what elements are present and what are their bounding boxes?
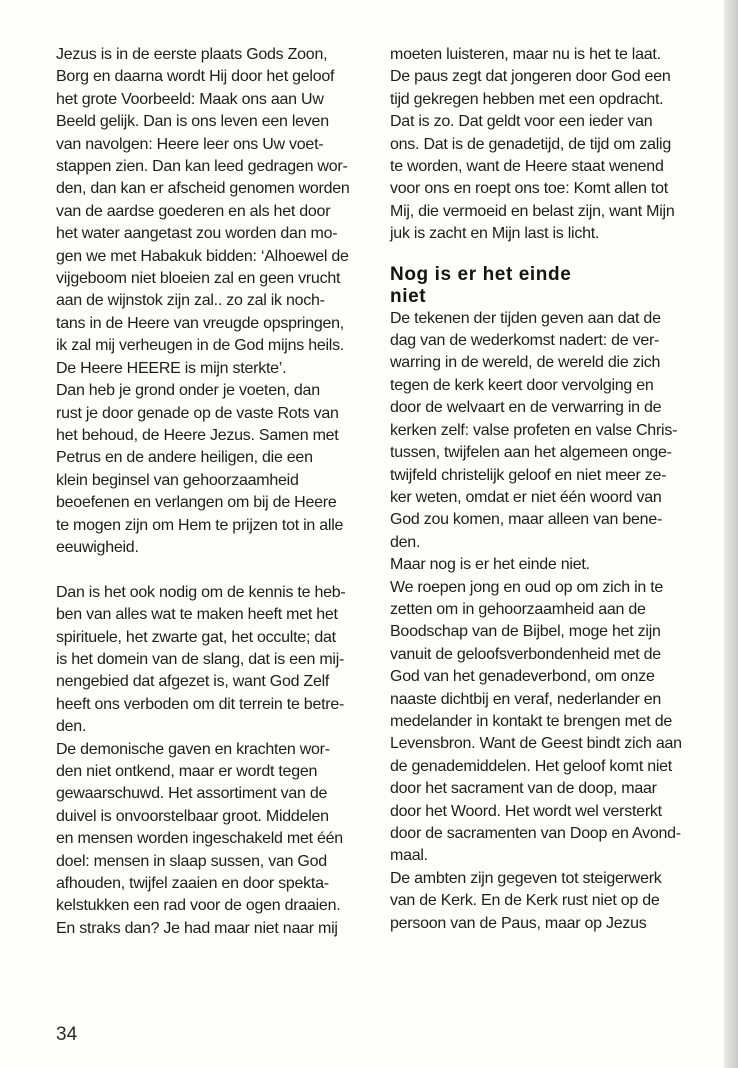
text-line: duivel is onvoorstelbaar groot. Middelen: [56, 807, 329, 825]
text-line: God van het genadeverbond, om onze: [390, 668, 655, 686]
text-line: voor ons en roept ons toe: Komt allen tot: [390, 180, 668, 198]
text-line: medelander in kontakt te brengen met de: [390, 712, 672, 730]
text-line: stappen zien. Dan kan leed gedragen wor-: [56, 158, 348, 176]
text-line: beoefenen en verlangen om bij de Heere: [56, 494, 337, 512]
right-paragraph-2: [390, 308, 708, 554]
left-paragraph-2: [56, 380, 366, 559]
text-line: De demonische gaven en krachten wor-: [56, 740, 330, 758]
text-line: heeft ons verboden om dit terrein te betre-: [56, 695, 345, 713]
text-line: rust je door genade op de vaste Rots van: [56, 404, 339, 422]
text-line: den, dan kan er afscheid genomen worden: [56, 180, 350, 198]
text-line: te mogen zijn om Hem te prijzen tot in alle: [56, 516, 344, 534]
text-line: Boodschap van de Bijbel, moge het zijn: [390, 623, 661, 641]
heading-line: niet: [390, 285, 427, 307]
text-line: van de Kerk. En de Kerk rust niet op de: [390, 892, 660, 910]
page-number: 34: [56, 1024, 78, 1045]
left-paragraph-1: [56, 44, 366, 380]
text-line: tijd gekregen hebben met een opdracht.: [390, 90, 664, 108]
text-line: door de sacramenten van Doop en Avond-: [390, 825, 681, 842]
heading-gap: [390, 246, 708, 264]
text-line: ker weten, omdat er niet één woord van: [390, 488, 662, 506]
text-line: Maar nog is er het einde niet.: [390, 556, 590, 574]
text-line: De Heere HEERE is mijn sterkte’.: [56, 359, 287, 377]
text-line: naaste dichtbij en veraf, nederlander en: [390, 690, 662, 708]
text-line: kelstukken een rad voor de ogen draaien.: [56, 897, 341, 915]
text-line: het grote Voorbeeld: Maak ons aan Uw: [56, 90, 324, 108]
text-line: te worden, want de Heere staat wenend: [390, 158, 664, 176]
text-line: dag van de wederkomst nadert: de ver-: [390, 332, 660, 350]
text-line: en mensen worden ingeschakeld met één: [56, 830, 343, 848]
text-line: den niet ontkend, maar er wordt tegen: [56, 762, 318, 780]
text-line: nengebied dat afgezet is, want God Zelf: [56, 673, 330, 691]
heading-line: Nog is er het einde: [390, 263, 572, 285]
text-line: Levensbron. Want de Geest bindt zich aan: [390, 735, 682, 753]
text-line: ben van alles wat te maken heeft met het: [56, 606, 338, 624]
text-line: tussen, twijfelen aan het algemeen onge-: [390, 444, 672, 462]
text-line: vijgeboom niet bloeien zal en geen vrucht: [56, 270, 341, 288]
text-line: het behoud, de Heere Jezus. Samen met: [56, 426, 339, 444]
text-line: De tekenen der tijden geven aan dat de: [390, 309, 661, 327]
text-line: kerken zelf: valse profeten en valse Chris-: [390, 421, 678, 439]
text-line: de genademiddelen. Het geloof komt niet: [390, 757, 672, 775]
right-paragraph-5: [390, 868, 708, 935]
text-line: De paus zegt dat jongeren door God een: [390, 68, 671, 86]
text-line: maal.: [390, 847, 428, 865]
text-line: persoon van de Paus, maar op Jezus: [390, 914, 647, 932]
left-paragraph-4: [56, 739, 366, 941]
text-line: spirituele, het zwarte gat, het occulte; dat: [56, 628, 336, 646]
text-line: Dan heb je grond onder je voeten, dan: [56, 382, 320, 400]
text-line: gewaarschuwd. Het assortiment van de: [56, 785, 328, 803]
text-line: doel: mensen in slaap sussen, van God: [56, 852, 327, 870]
text-line: Petrus en de andere heiligen, die een: [56, 449, 313, 467]
text-line: Dan is het ook nodig om de kennis te heb-: [56, 583, 346, 601]
text-line: afhouden, twijfel zaaien en door spekta-: [56, 875, 329, 893]
right-paragraph-4: [390, 577, 708, 868]
text-line: tegen de kerk keert door vervolging en: [390, 376, 654, 394]
text-line: Jezus is in de eerste plaats Gods Zoon,: [56, 46, 328, 63]
text-line: door de welvaart en de verwarring in de: [390, 399, 662, 417]
text-line: Dat is zo. Dat geldt voor een ieder van: [390, 113, 653, 131]
section-heading: [390, 264, 708, 308]
text-line: De ambten zijn gegeven tot steigerwerk: [390, 869, 662, 887]
text-line: vanuit de geloofsverbondenheid met de: [390, 645, 661, 663]
left-column: [56, 44, 366, 940]
text-line: moeten luisteren, maar nu is het te laat.: [390, 46, 661, 63]
text-line: tans in de Heere van vreugde opspringen,: [56, 314, 344, 332]
text-line: aan de wijnstok zijn zal.. zo zal ik noch-: [56, 292, 325, 310]
text-line: klein beginsel van gehoorzaamheid: [56, 471, 299, 489]
right-paragraph-1: [390, 44, 708, 246]
page-edge-shadow: [724, 0, 738, 1068]
text-line: juk is zacht en Mijn last is licht.: [390, 225, 600, 243]
text-line: van de aardse goederen en als het door: [56, 202, 331, 220]
text-line: zetten om in gehoorzaamheid aan de: [390, 600, 646, 618]
text-line: den.: [390, 533, 421, 551]
text-line: is het domein van de slang, dat is een mij-: [56, 650, 345, 668]
text-line: Mij, die vermoeid en belast zijn, want Mijn: [390, 202, 675, 220]
right-paragraph-3: [390, 554, 708, 576]
text-line: Beeld gelijk. Dan is ons leven een leven: [56, 113, 329, 131]
text-line: het water aangetast zou worden dan mo-: [56, 225, 338, 243]
right-column: [390, 44, 708, 935]
text-line: God zou komen, maar alleen van bene-: [390, 511, 663, 529]
text-line: van navolgen: Heere leer ons Uw voet-: [56, 135, 324, 153]
text-line: ik zal mij verheugen in de God mijns heils.: [56, 337, 345, 355]
text-line: En straks dan? Je had maar niet naar mij: [56, 919, 338, 937]
text-line: We roepen jong en oud op om zich in te: [390, 578, 664, 596]
text-line: gen we met Habakuk bidden: ‘Alhoewel de: [56, 247, 349, 265]
text-line: Borg en daarna wordt Hij door het geloof: [56, 68, 335, 86]
left-paragraph-3: [56, 582, 366, 739]
text-line: ons. Dat is de genadetijd, de tijd om zalig: [390, 135, 671, 153]
text-line: door het sacrament van de doop, maar: [390, 780, 657, 798]
paragraph-gap: [56, 559, 366, 581]
text-line: den.: [56, 718, 87, 736]
text-line: warring in de wereld, de wereld die zich: [390, 354, 661, 372]
text-line: twijfeld christelijk geloof en niet meer ze-: [390, 466, 667, 484]
text-line: eeuwigheid.: [56, 538, 139, 556]
text-line: door het Woord. Het wordt wel versterkt: [390, 802, 662, 820]
